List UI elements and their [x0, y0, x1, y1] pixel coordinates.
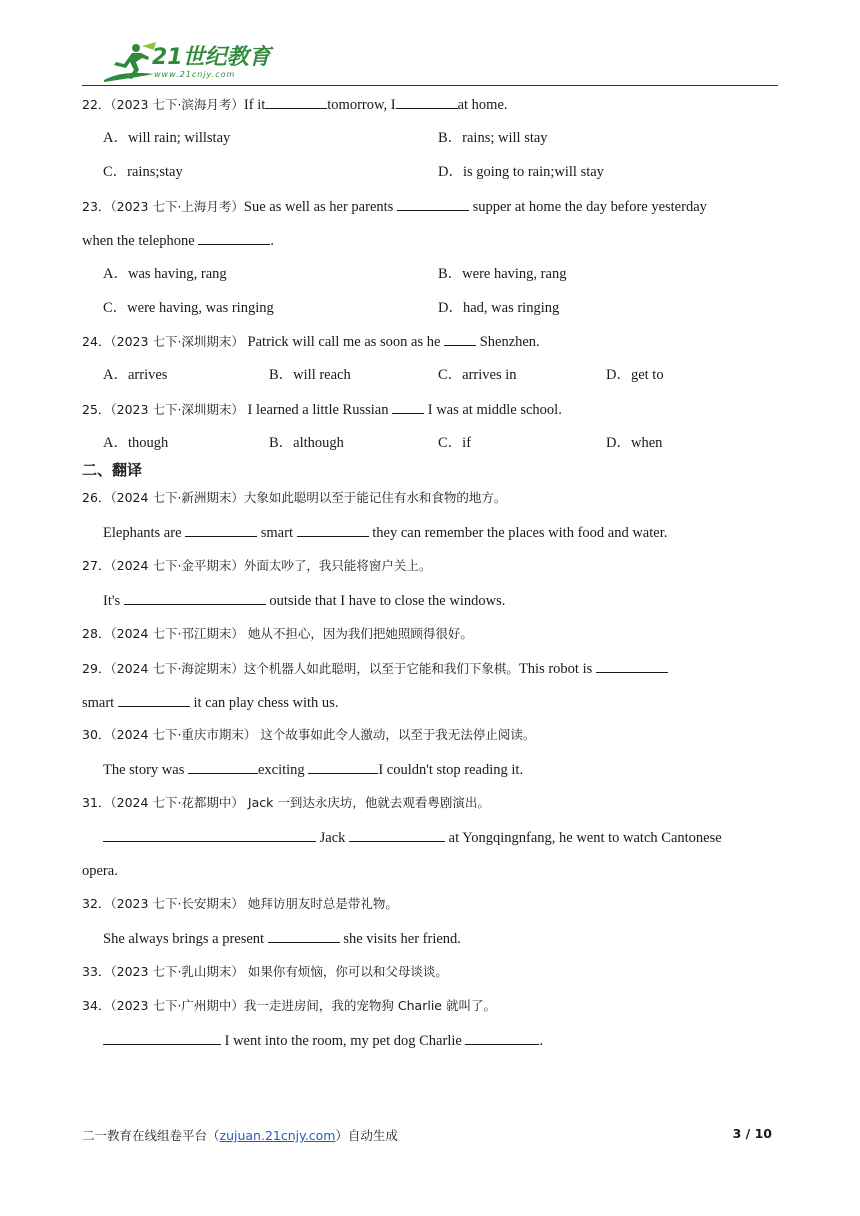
answer-blank[interactable] — [349, 827, 445, 842]
logo-text — [152, 46, 271, 80]
page-number: 3 / 10 — [732, 1126, 772, 1141]
question-30-answer: The story was exciting I couldn't stop reading it. — [103, 759, 523, 780]
question-24: 24．（2023 七下·深圳期末） Patrick will call me as soon as he Shenzhen. — [82, 331, 540, 352]
option-d[interactable]: D．when — [606, 435, 663, 451]
option-b[interactable]: B．will reach — [269, 367, 351, 383]
option-a[interactable]: A．though — [103, 435, 169, 451]
answer-blank[interactable] — [265, 94, 327, 109]
answer-blank[interactable] — [596, 658, 668, 673]
section-heading: 二、翻译 — [82, 461, 143, 479]
question-22: 22．（2023 七下·滨海月考）If it tomorrow, I at home. — [82, 94, 508, 115]
answer-blank[interactable] — [268, 928, 340, 943]
logo-main-text: 21世纪教育 — [152, 45, 271, 70]
option-c[interactable]: C．were having, was ringing — [103, 300, 274, 316]
question-26-answer: Elephants are smart they can remember the places with food and water. — [103, 522, 667, 543]
answer-blank[interactable] — [396, 94, 458, 109]
option-b[interactable]: B．rains; will stay — [438, 130, 548, 146]
question-23: 23．（2023 七下·上海月考）Sue as well as her parents supper at home the day before yesterday — [82, 196, 707, 217]
question-29-cont: smart it can play chess with us. — [82, 692, 338, 713]
answer-blank[interactable] — [118, 692, 190, 707]
option-b[interactable]: B．were having, rang — [438, 266, 567, 282]
option-d[interactable]: D．get to — [606, 367, 664, 383]
option-c[interactable]: C．rains;stay — [103, 164, 183, 180]
answer-blank[interactable] — [397, 196, 469, 211]
option-b[interactable]: B．although — [269, 435, 344, 451]
answer-blank[interactable] — [198, 230, 270, 245]
answer-blank[interactable] — [308, 759, 378, 774]
option-c[interactable]: C．if — [438, 435, 472, 451]
answer-blank[interactable] — [297, 522, 369, 537]
question-32-answer: She always brings a present she visits her friend. — [103, 928, 461, 949]
logo-url-text: www.21cnjy.com — [154, 70, 236, 79]
question-28: 28．（2024 七下·邗江期末） 她从不担心，因为我们把她照顾得很好。 — [82, 626, 473, 641]
question-30: 30．（2024 七下·重庆市期末） 这个故事如此令人激动，以至于我无法停止阅读。 — [82, 727, 536, 742]
answer-blank[interactable] — [103, 827, 316, 842]
question-27: 27．（2024 七下·金平期末）外面太吵了，我只能将窗户关上。 — [82, 558, 432, 573]
answer-blank[interactable] — [444, 331, 476, 346]
answer-blank[interactable] — [188, 759, 258, 774]
option-d[interactable]: D．had, was ringing — [438, 300, 560, 316]
page-header — [82, 38, 778, 88]
question-31: 31．（2024 七下·花都期中） Jack 一到达永庆坊，他就去观看粤剧演出。 — [82, 795, 490, 810]
question-32: 32．（2023 七下·长安期末） 她拜访朋友时总是带礼物。 — [82, 896, 398, 911]
answer-blank[interactable] — [465, 1030, 539, 1045]
option-a[interactable]: A．was having, rang — [103, 266, 227, 282]
option-a[interactable]: A．will rain; willstay — [103, 130, 231, 146]
answer-blank[interactable] — [185, 522, 257, 537]
question-25: 25．（2023 七下·深圳期末） I learned a little Russian I was at middle school. — [82, 399, 562, 420]
question-23-cont: when the telephone . — [82, 230, 274, 251]
footer-credit: 二一教育在线组卷平台（zujuan.21cnjy.com）自动生成 — [82, 1128, 398, 1143]
answer-blank[interactable] — [103, 1030, 221, 1045]
question-31-answer: Jack at Yongqingnfang, he went to watch Cantonese — [103, 827, 722, 848]
question-27-answer: It's outside that I have to close the windows. — [103, 590, 505, 611]
option-d[interactable]: D．is going to rain;will stay — [438, 164, 604, 180]
answer-blank[interactable] — [124, 590, 266, 605]
question-34-answer: I went into the room, my pet dog Charlie . — [103, 1030, 543, 1051]
answer-blank[interactable] — [392, 399, 424, 414]
question-29: 29．（2024 七下·海淀期末）这个机器人如此聪明，以至于它能和我们下象棋。This robot is — [82, 658, 668, 679]
question-26: 26．（2024 七下·新洲期末）大象如此聪明以至于能记住有水和食物的地方。 — [82, 490, 507, 505]
question-31-cont: opera. — [82, 863, 118, 879]
question-33: 33．（2023 七下·乳山期末） 如果你有烦恼，你可以和父母谈谈。 — [82, 964, 448, 979]
header-rule — [82, 85, 778, 86]
footer-link[interactable]: zujuan.21cnjy.com — [219, 1128, 336, 1143]
question-34: 34．（2023 七下·广州期中）我一走进房间，我的宠物狗 Charlie 就叫了。 — [82, 998, 496, 1013]
option-c[interactable]: C．arrives in — [438, 367, 517, 383]
option-a[interactable]: A．arrives — [103, 367, 168, 383]
